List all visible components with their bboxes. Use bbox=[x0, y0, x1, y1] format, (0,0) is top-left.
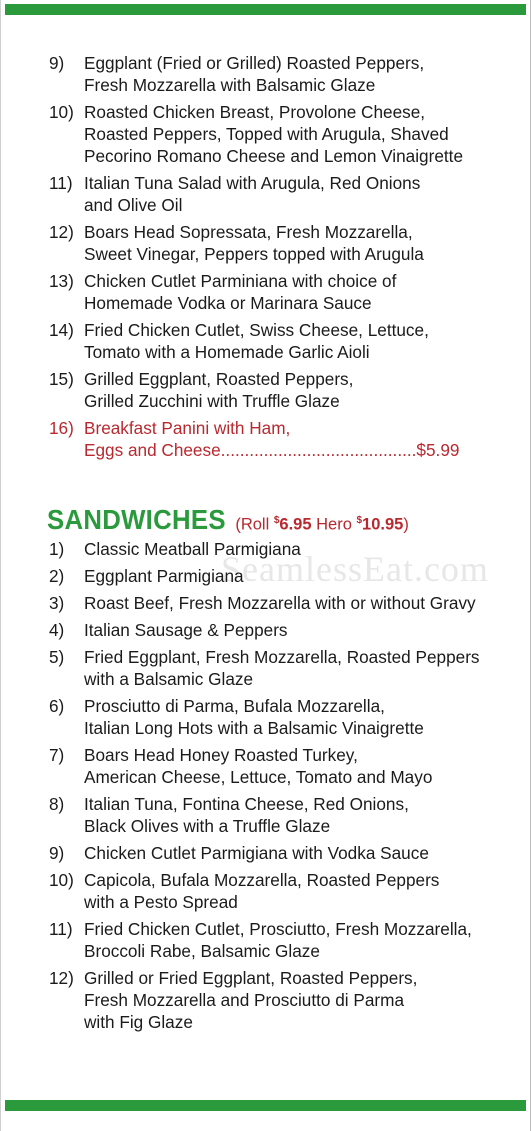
item-description-line: Eggplant (Fried or Grilled) Roasted Peppers, bbox=[84, 53, 425, 73]
item-description-line: Italian Long Hots with a Balsamic Vinaigrette bbox=[84, 718, 424, 738]
sandwiches-item bbox=[49, 869, 519, 913]
item-description-line: Roasted Chicken Breast, Provolone Cheese, bbox=[84, 102, 426, 122]
item-description bbox=[84, 842, 519, 864]
item-description-line: Grilled Eggplant, Roasted Peppers, bbox=[84, 369, 354, 389]
item-description-line: Eggplant Parmigiana bbox=[84, 566, 244, 586]
item-description-line: Fresh Mozzarella with Balsamic Glaze bbox=[84, 75, 376, 95]
roll-price: 6.95 bbox=[279, 515, 312, 533]
item-description bbox=[84, 417, 519, 461]
item-description-line: Capicola, Bufala Mozzarella, Roasted Peppers bbox=[84, 870, 440, 890]
item-description-line: Grilled Zucchini with Truffle Glaze bbox=[84, 391, 340, 411]
panini-list bbox=[49, 52, 519, 507]
item-description-line: Chicken Cutlet Parmigiana with Vodka Sauce bbox=[84, 843, 429, 863]
item-description bbox=[84, 744, 519, 788]
item-number: 14) bbox=[49, 320, 74, 340]
top-green-stripe bbox=[5, 4, 526, 15]
item-description-line: Eggs and Cheese.........................................$5.99 bbox=[84, 440, 460, 460]
panini-item bbox=[49, 319, 519, 363]
item-description-line: Fried Chicken Cutlet, Prosciutto, Fresh Mozzarella, bbox=[84, 919, 472, 939]
panini-item bbox=[49, 270, 519, 314]
item-description bbox=[84, 646, 519, 690]
panini-item bbox=[49, 101, 519, 167]
item-description-line: Breakfast Panini with Ham, bbox=[84, 418, 291, 438]
item-description-line: Fried Chicken Cutlet, Swiss Cheese, Lettuce, bbox=[84, 320, 429, 340]
item-number: 3) bbox=[49, 593, 65, 613]
hero-price: 10.95 bbox=[362, 515, 404, 533]
roll-currency: $ bbox=[273, 514, 280, 526]
sandwiches-item bbox=[49, 744, 519, 788]
sandwiches-item bbox=[49, 793, 519, 837]
item-description-line: Classic Meatball Parmigiana bbox=[84, 539, 301, 559]
sandwiches-item bbox=[49, 646, 519, 690]
item-description-line: Roast Beef, Fresh Mozzarella with or without Gravy bbox=[84, 593, 476, 613]
sandwiches-item bbox=[49, 842, 519, 864]
item-number: 11) bbox=[49, 173, 73, 193]
item-number: 9) bbox=[49, 843, 65, 863]
item-description bbox=[84, 592, 519, 614]
item-description-line: Fried Eggplant, Fresh Mozzarella, Roasted Peppers bbox=[84, 647, 480, 667]
item-description-line: American Cheese, Lettuce, Tomato and Mayo bbox=[84, 767, 433, 787]
price-note-open: (Roll bbox=[235, 515, 274, 533]
item-description-line: Sweet Vinegar, Peppers topped with Arugula bbox=[84, 244, 424, 264]
sandwiches-price-note bbox=[235, 510, 409, 536]
item-description bbox=[84, 967, 519, 1033]
item-description bbox=[84, 319, 519, 363]
item-number: 4) bbox=[49, 620, 65, 640]
item-description-line: Chicken Cutlet Parminiana with choice of bbox=[84, 271, 397, 291]
item-description-line: with Fig Glaze bbox=[84, 1012, 193, 1032]
panini-item bbox=[49, 172, 519, 216]
item-number: 10) bbox=[49, 870, 74, 890]
item-description-line: Grilled or Fried Eggplant, Roasted Peppers, bbox=[84, 968, 418, 988]
price-note-close: ) bbox=[403, 515, 409, 533]
item-description-line: Prosciutto di Parma, Bufala Mozzarella, bbox=[84, 696, 385, 716]
item-description bbox=[84, 368, 519, 412]
bottom-green-stripe bbox=[5, 1100, 526, 1111]
item-description bbox=[84, 869, 519, 913]
item-description bbox=[84, 270, 519, 314]
item-number: 6) bbox=[49, 696, 65, 716]
sandwiches-item bbox=[49, 695, 519, 739]
item-number: 12) bbox=[49, 968, 74, 988]
item-description-line: with a Balsamic Glaze bbox=[84, 669, 254, 689]
panini-item bbox=[49, 368, 519, 412]
item-number: 15) bbox=[49, 369, 74, 389]
item-number: 5) bbox=[49, 647, 65, 667]
item-description-line: Boars Head Sopressata, Fresh Mozzarella, bbox=[84, 222, 413, 242]
item-number: 9) bbox=[49, 53, 65, 73]
item-description-line: Homemade Vodka or Marinara Sauce bbox=[84, 293, 372, 313]
panini-item bbox=[49, 417, 519, 461]
sandwiches-item bbox=[49, 592, 519, 614]
sandwiches-header bbox=[47, 504, 519, 535]
item-number: 13) bbox=[49, 271, 74, 291]
item-description-line: Fresh Mozzarella and Prosciutto di Parma bbox=[84, 990, 405, 1010]
item-description-line: Black Olives with a Truffle Glaze bbox=[84, 816, 331, 836]
sandwiches-item bbox=[49, 565, 519, 587]
item-description bbox=[84, 52, 519, 96]
item-number: 16) bbox=[49, 418, 74, 438]
item-description bbox=[84, 565, 519, 587]
sandwiches-list bbox=[49, 538, 519, 1033]
item-description bbox=[84, 221, 519, 265]
watermark: SeamlessEat.com bbox=[221, 549, 489, 589]
item-description bbox=[84, 793, 519, 837]
item-description-line: Italian Tuna Salad with Arugula, Red Onions bbox=[84, 173, 421, 193]
item-description-line: Roasted Peppers, Topped with Arugula, Shaved bbox=[84, 124, 449, 144]
sandwiches-title: SANDWICHES bbox=[47, 504, 226, 535]
item-description-line: and Olive Oil bbox=[84, 195, 183, 215]
sandwiches-item bbox=[49, 918, 519, 962]
item-description bbox=[84, 172, 519, 216]
price-note-mid: Hero bbox=[311, 515, 357, 533]
item-number: 11) bbox=[49, 919, 73, 939]
item-number: 12) bbox=[49, 222, 74, 242]
sandwiches-item bbox=[49, 967, 519, 1033]
menu-content bbox=[49, 52, 519, 1038]
item-description-line: Italian Tuna, Fontina Cheese, Red Onions, bbox=[84, 794, 409, 814]
item-number: 7) bbox=[49, 745, 65, 765]
item-description-line: Boars Head Honey Roasted Turkey, bbox=[84, 745, 358, 765]
item-description bbox=[84, 538, 519, 560]
item-description bbox=[84, 619, 519, 641]
hero-currency: $ bbox=[356, 514, 363, 526]
panini-item bbox=[49, 52, 519, 96]
panini-item bbox=[49, 221, 519, 265]
item-description bbox=[84, 101, 519, 167]
item-number: 10) bbox=[49, 102, 74, 122]
item-number: 2) bbox=[49, 566, 65, 586]
item-description bbox=[84, 918, 519, 962]
item-number: 8) bbox=[49, 794, 65, 814]
item-description bbox=[84, 695, 519, 739]
item-description-line: Pecorino Romano Cheese and Lemon Vinaigrette bbox=[84, 146, 464, 166]
item-number: 1) bbox=[49, 539, 65, 559]
item-description-line: with a Pesto Spread bbox=[84, 892, 238, 912]
item-description-line: Broccoli Rabe, Balsamic Glaze bbox=[84, 941, 320, 961]
item-description-line: Tomato with a Homemade Garlic Aioli bbox=[84, 342, 370, 362]
sandwiches-item bbox=[49, 619, 519, 641]
item-description-line: Italian Sausage & Peppers bbox=[84, 620, 288, 640]
sandwiches-item bbox=[49, 538, 519, 560]
